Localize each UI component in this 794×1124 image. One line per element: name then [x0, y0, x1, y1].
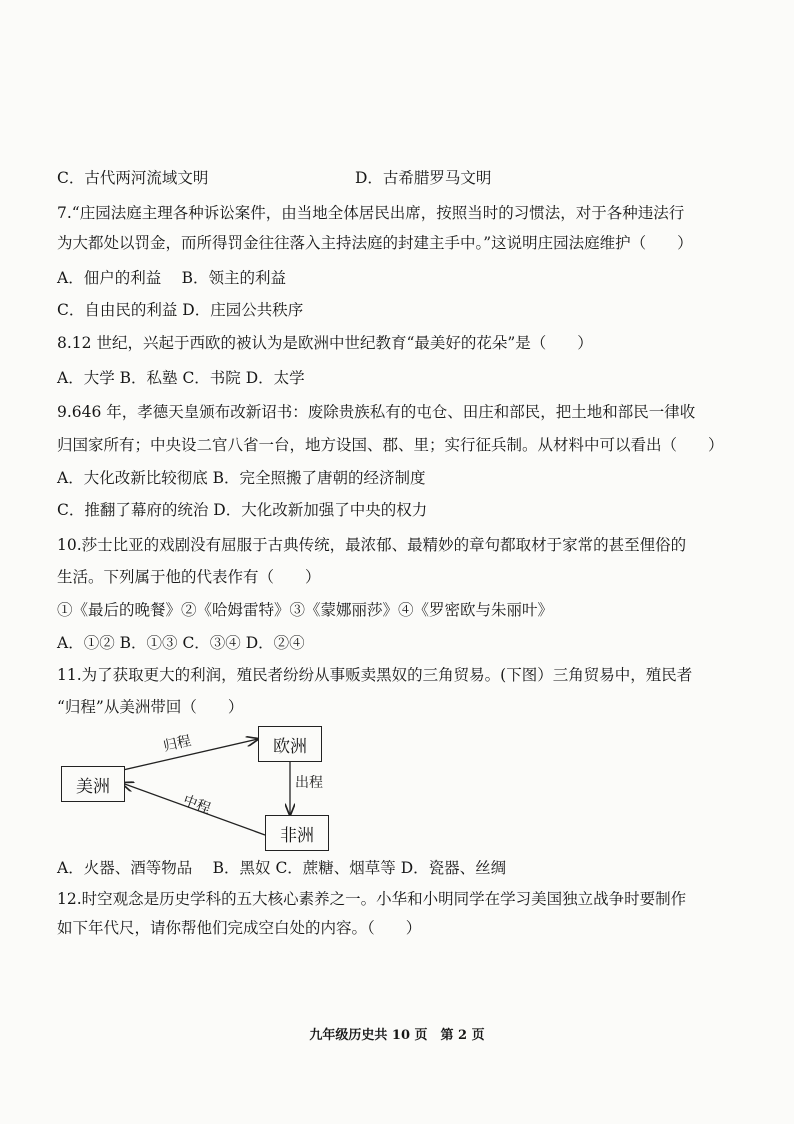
africa-box: 非洲: [265, 815, 329, 851]
q8-options: A．大学 B．私塾 C．书院 D．太学: [57, 369, 305, 387]
q10-options: A．①② B．①③ C．③④ D．②④: [57, 634, 305, 652]
q10-stem-line1: 10.莎士比亚的戏剧没有屈服于古典传统，最浓郁、最精妙的章句都取材于家常的甚至俚俗的: [57, 536, 687, 554]
page-footer: 九年级历史共 10 页 第 2 页: [309, 1028, 485, 1043]
q6-option-d: D．古希腊罗马文明: [355, 169, 492, 187]
outbound-label: 出程: [295, 775, 323, 791]
q7-stem-line2: 为大都处以罚金，而所得罚金往往落入主持法庭的封建主手中。”这说明庄园法庭维护（ ）: [57, 234, 693, 252]
q9-stem-line2: 归国家所有；中央设二官八省一台，地方设国、郡、里；实行征兵制。从材料中可以看出（ ）: [57, 436, 724, 454]
q10-stem-line2: 生活。下列属于他的代表作有（ ）: [57, 568, 321, 586]
q7-options-ab: A．佃户的利益 B．领主的利益: [57, 269, 287, 287]
q11-stem-line2: “归程”从美洲带回（ ）: [57, 698, 244, 716]
q9-stem-line1: 9.646 年，孝德天皇颁布改新诏书：废除贵族私有的屯仓、田庄和部民，把土地和部民一律收: [57, 403, 696, 421]
q10-works: ①《最后的晚餐》②《哈姆雷特》③《蒙娜丽莎》④《罗密欧与朱丽叶》: [57, 601, 554, 619]
q12-stem-line2: 如下年代尺，请你帮他们完成空白处的内容。（ ）: [57, 919, 422, 937]
q11-stem-line1: 11.为了获取更大的利润，殖民者纷纷从事贩卖黑奴的三角贸易。(下图）三角贸易中，殖民者: [57, 666, 693, 684]
america-box: 美洲: [61, 766, 125, 802]
q11-options: A．火器、酒等物品 B．黑奴 C．蔗糖、烟草等 D．瓷器、丝绸: [57, 859, 507, 877]
q7-options-cd: C．自由民的利益 D．庄园公共秩序: [57, 301, 304, 319]
q8-stem: 8.12 世纪，兴起于西欧的被认为是欧洲中世纪教育“最美好的花朵”是（ ）: [57, 334, 593, 352]
q12-stem-line1: 12.时空观念是历史学科的五大核心素养之一。小华和小明同学在学习美国独立战争时要制作: [57, 890, 687, 908]
q9-options-ab: A．大化改新比较彻底 B．完全照搬了唐朝的经济制度: [57, 469, 426, 487]
europe-box: 欧洲: [258, 726, 322, 762]
return-label: 归程: [161, 733, 193, 755]
q7-stem-line1: 7.“庄园法庭主理各种诉讼案件，由当地全体居民出席，按照当时的习惯法，对于各种违法行: [57, 204, 685, 222]
q9-options-cd: C．推翻了幕府的统治 D．大化改新加强了中央的权力: [57, 501, 428, 519]
middle-label: 中程: [180, 792, 213, 818]
q6-option-c: C．古代两河流域文明: [57, 169, 209, 187]
